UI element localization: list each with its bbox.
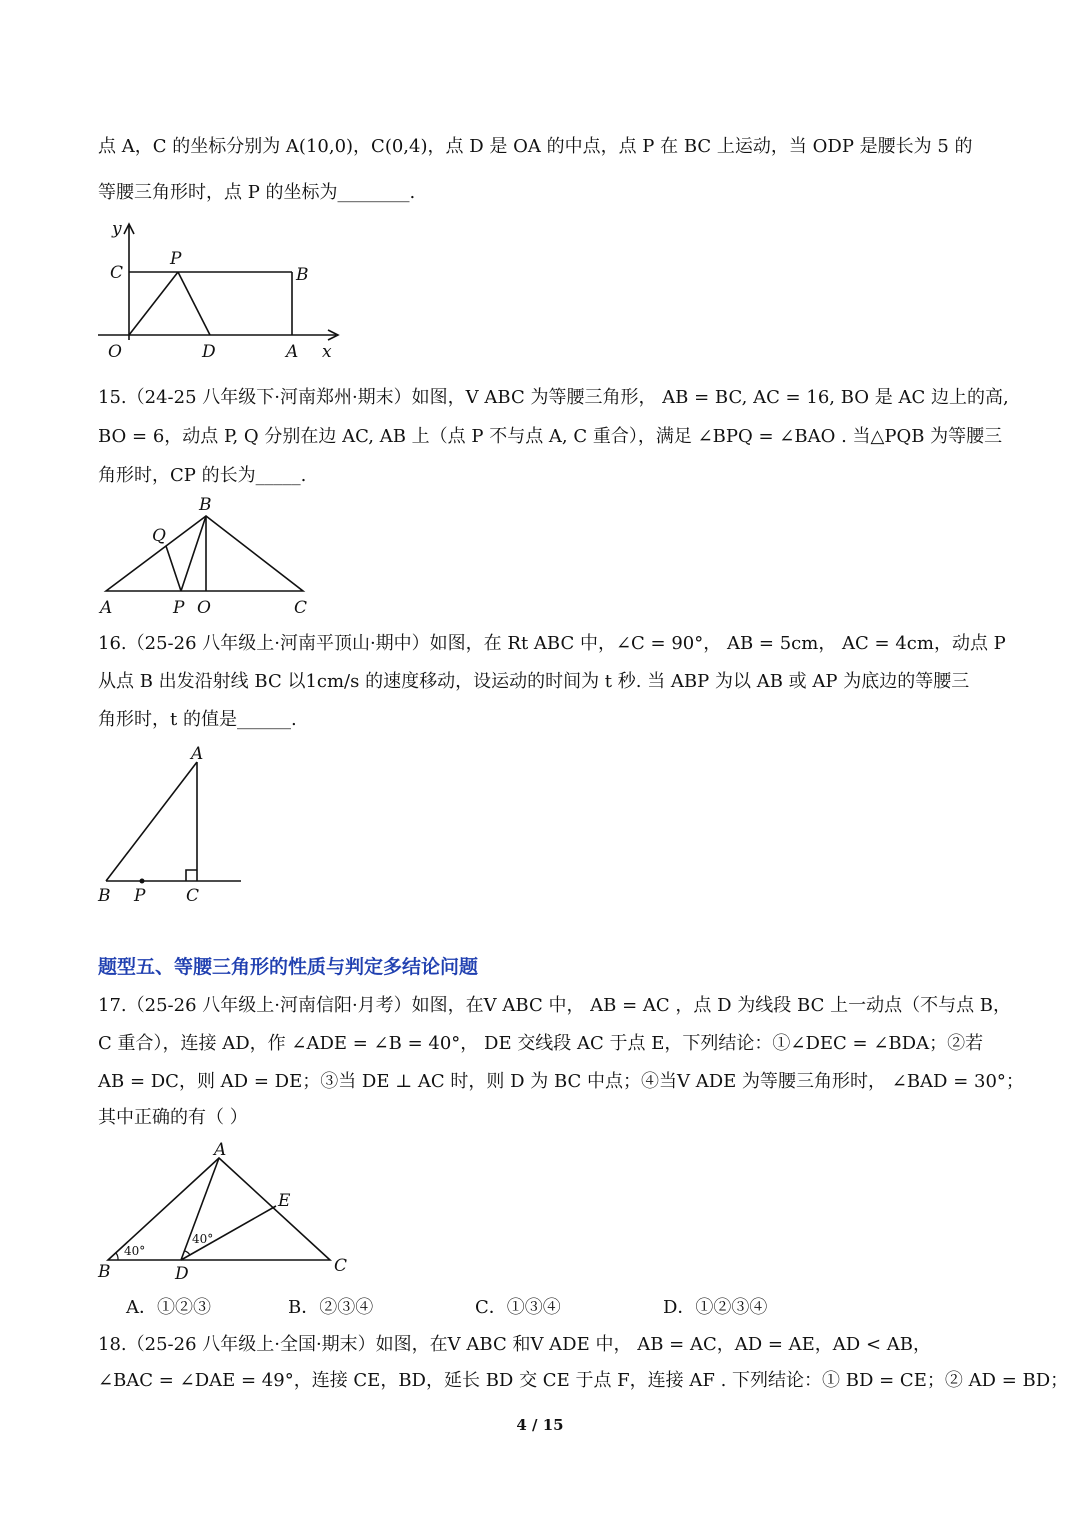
label-x: x — [322, 342, 332, 362]
q16-text-line-1: 16.（25-26 八年级上·河南平顶山·期中）如图，在 Rt ABC 中，∠C = 90°， AB = 5cm， AC = 4cm，动点 P — [98, 633, 1006, 654]
figure-q15 — [96, 496, 326, 622]
q17-text-line-2: C 重合），连接 AD，作 ∠ADE = ∠B = 40°， DE 交线段 AC 于点 E，下列结论：①∠DEC = ∠BDA；②若 — [98, 1033, 984, 1054]
section-heading: 题型五、等腰三角形的性质与判定多结论问题 — [98, 956, 479, 978]
option-b: B．②③④ — [288, 1297, 374, 1318]
label-a: A — [286, 342, 299, 362]
q14-text-line-1: 点 A，C 的坐标分别为 A(10,0)，C(0,4)，点 D 是 OA 的中点，点 P 在 BC 上运动，当 ODP 是腰长为 5 的 — [98, 136, 973, 157]
label-d: D — [175, 1264, 189, 1284]
q16-text-line-3: 角形时，t 的值是______. — [98, 709, 297, 730]
label-c: C — [110, 263, 124, 283]
label-a: A — [214, 1140, 227, 1160]
label-c: C — [334, 1256, 348, 1276]
label-d: D — [202, 342, 216, 362]
q14-text-line-2: 等腰三角形时，点 P 的坐标为________. — [98, 182, 416, 203]
label-b: B — [199, 495, 212, 515]
label-b: B — [98, 886, 111, 906]
q15-text-line-1: 15.（24-25 八年级下·河南郑州·期末）如图，V ABC 为等腰三角形， AB = BC, AC = 16, BO 是 AC 边上的高, — [98, 387, 1009, 408]
triangle-abc — [106, 516, 303, 591]
label-o: O — [108, 342, 122, 362]
segment-ab — [106, 762, 197, 881]
q17-text-line-1: 17.（25-26 八年级上·河南信阳·月考）如图，在V ABC 中， AB = AC ，点 D 为线段 BC 上一动点（不与点 B， — [98, 995, 1012, 1016]
label-a: A — [100, 598, 113, 618]
label-p: P — [173, 598, 185, 618]
segment-pd — [178, 272, 210, 335]
label-y: y — [112, 219, 122, 239]
q15-text-line-2: BO = 6，动点 P, Q 分别在边 AC, AB 上（点 P 不与点 A, C 重合），满足 ∠BPQ = ∠BAO . 当△PQB 为等腰三 — [98, 426, 1003, 447]
label-c: C — [294, 598, 308, 618]
label-q: Q — [152, 526, 166, 546]
segment-op — [129, 272, 178, 335]
q15-text-line-3: 角形时，CP 的长为_____. — [98, 465, 307, 486]
right-angle-mark — [186, 870, 197, 881]
label-p: P — [170, 249, 182, 269]
label-p: P — [134, 886, 146, 906]
label-c: C — [186, 886, 200, 906]
segment-pb — [181, 516, 206, 591]
q18-text-line-1: 18.（25-26 八年级上·全国·期末）如图，在V ABC 和V ADE 中， AB = AC，AD = AE，AD < AB， — [98, 1334, 931, 1355]
figure-q17 — [96, 1140, 356, 1282]
q17-text-line-3: AB = DC，则 AD = DE；③当 DE ⊥ AC 时，则 D 为 BC 中点；④当V ADE 为等腰三角形时， ∠BAD = 30°； — [98, 1071, 1024, 1092]
angle-arc-b — [116, 1253, 118, 1260]
q17-options — [0, 1293, 1080, 1321]
label-a: A — [191, 744, 204, 764]
q17-text-line-4: 其中正确的有（ ） — [98, 1107, 248, 1128]
q18-text-line-2: ∠BAC = ∠DAE = 49°，连接 CE，BD，延长 BD 交 CE 于点 F，连接 AF . 下列结论：① BD = CE；② AD = BD； — [98, 1370, 1069, 1391]
q16-text-line-2: 从点 B 出发沿射线 BC 以1cm/s 的速度移动，设运动的时间为 t 秒. 当 ABP 为以 AB 或 AP 为底边的等腰三 — [98, 671, 970, 692]
label-b: B — [98, 1262, 111, 1282]
angle-label-b: 40° — [124, 1244, 146, 1258]
option-a: A．①②③ — [126, 1297, 211, 1318]
label-b: B — [296, 265, 309, 285]
segment-qp — [166, 546, 181, 591]
point-p — [140, 879, 145, 884]
figure-q16 — [96, 742, 246, 908]
figure-q14 — [96, 218, 346, 366]
option-c: C．①③④ — [475, 1297, 561, 1318]
angle-label-d: 40° — [192, 1232, 214, 1246]
angle-arc-d — [185, 1251, 190, 1255]
page-number: 4 / 15 — [516, 1416, 564, 1434]
option-d: D．①②③④ — [663, 1297, 768, 1318]
label-e: E — [278, 1191, 291, 1211]
label-o: O — [197, 598, 211, 618]
